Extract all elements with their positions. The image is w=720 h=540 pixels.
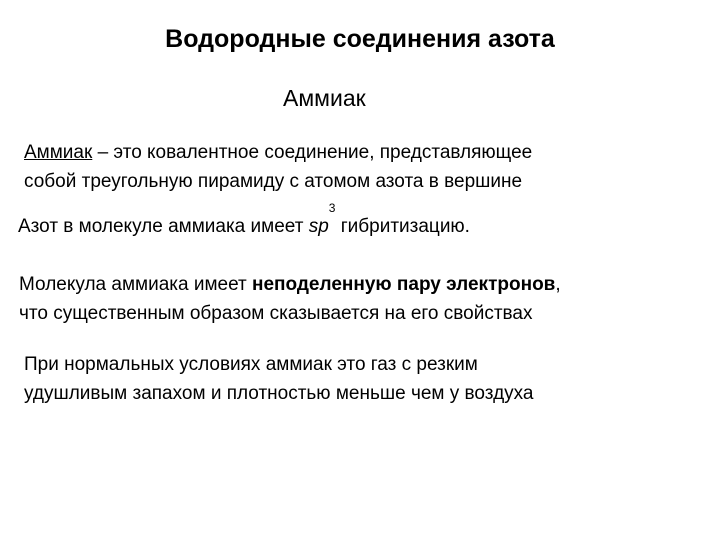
paragraph-definition bbox=[24, 138, 532, 196]
hybridization-text-after: гибритизацию. bbox=[335, 216, 470, 237]
paragraph-properties-line-1: При нормальных условиях аммиак это газ с резким bbox=[24, 354, 478, 375]
paragraph-properties-line-2: удушливым запахом и плотностью меньше чем у воздуха bbox=[24, 383, 534, 404]
hybridization-sp: sp bbox=[308, 216, 329, 237]
slide-subtitle: Аммиак bbox=[283, 85, 366, 111]
hybridization-superscript: 3 bbox=[328, 201, 336, 215]
hybridization-text-before: Азот в молекуле аммиака имеет bbox=[18, 216, 309, 237]
paragraph-lone-pair-line-1 bbox=[19, 270, 561, 299]
paragraph-hybridization bbox=[18, 201, 470, 241]
lone-pair-text-after: , bbox=[555, 274, 561, 295]
paragraph-definition-line-1 bbox=[24, 138, 532, 167]
slide-title: Водородные соединения азота bbox=[165, 25, 555, 53]
definition-text: – это ковалентное соединение, представляющее bbox=[92, 142, 533, 163]
paragraph-lone-pair-line-2: что существенным образом сказывается на его свойствах bbox=[19, 303, 533, 324]
lone-pair-text-before: Молекула аммиака имеет bbox=[19, 274, 252, 295]
paragraph-lone-pair bbox=[19, 270, 561, 328]
paragraph-properties bbox=[24, 350, 534, 408]
lone-pair-bold: неподеленную пару электронов bbox=[252, 274, 556, 295]
term-ammonia: Аммиак bbox=[24, 142, 93, 163]
paragraph-definition-line-2: собой треугольную пирамиду с атомом азота в вершине bbox=[24, 171, 523, 192]
